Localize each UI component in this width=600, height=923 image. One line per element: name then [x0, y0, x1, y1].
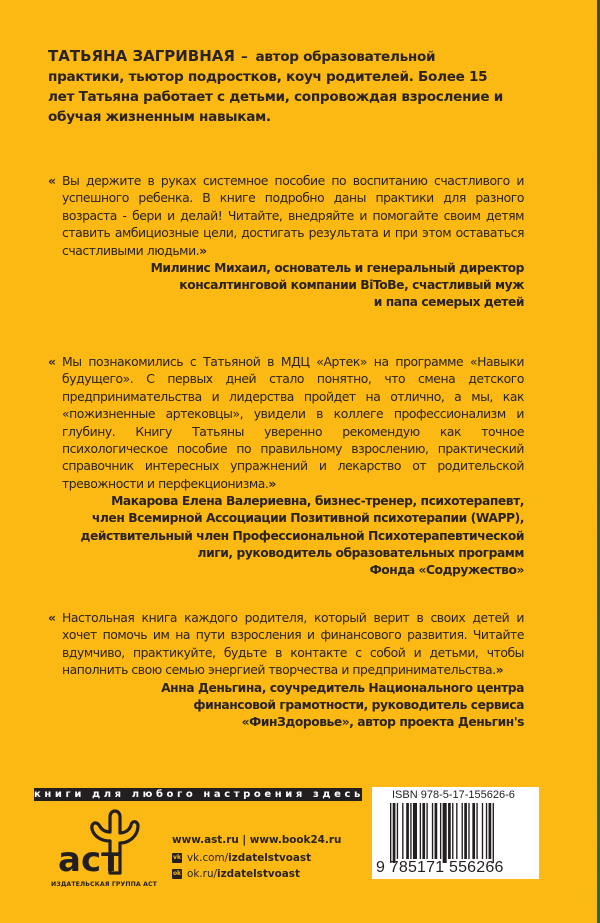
barcode-bar	[472, 803, 475, 859]
publisher-logo	[44, 807, 164, 897]
social-link-vk[interactable]	[172, 850, 341, 866]
author-name: ТАТЬЯНА ЗАГРИВНАЯ	[48, 47, 235, 65]
testimonial-attribution	[48, 493, 524, 579]
barcode-digits: 9 785171 556266	[376, 859, 504, 876]
barcode-bar	[406, 803, 409, 859]
barcode-bar	[486, 803, 487, 859]
testimonial-3	[48, 609, 524, 731]
link-handle: izdatelstvoast	[228, 852, 312, 864]
barcode-bar	[426, 803, 427, 859]
attribution-line: консалтинговой компании BiToBe, счастливый муж	[179, 278, 524, 293]
quote-body: Мы познакомились с Татьяной в МДЦ «Артек» на программе «Навыки будущего». С первых дней стало понятно, что смена детского предпринимательства и лидерства пройдет на отлично, а мы, как «пожизненные артековцы», увидели в коллеге профессионализм и глубину. Книгу Татьяны уверенно рекомендую как точное психологическое пособие по правильному взрослению, практический справочник интересных упражнений и лекарство от родительской тревожности и перфекционизма.	[62, 354, 524, 491]
barcode-bar	[493, 803, 494, 863]
attribution-line: и папа семерых детей	[373, 295, 524, 310]
attribution-line: член Всемирной Ассоциации Позитивной психотерапии (WAPP),	[91, 511, 524, 526]
barcode-bar	[397, 803, 398, 859]
barcode-bar	[390, 803, 391, 863]
attribution-line: действительный член Профессиональной Психотерапевтической	[80, 528, 524, 543]
close-quote: »	[268, 475, 276, 491]
publisher-name: ИЗДАТЕЛЬСКАЯ ГРУППА АСТ	[51, 881, 157, 888]
barcode-bar	[448, 803, 451, 859]
barcode-bar	[489, 803, 492, 859]
attribution-line: лиги, руководитель образовательных программ	[197, 545, 524, 560]
slogan-banner: книги для любого настроения здесь	[34, 789, 364, 800]
testimonial-attribution	[48, 680, 524, 732]
barcode-bar	[468, 803, 469, 859]
social-link-ok[interactable]	[172, 866, 341, 882]
publisher-links	[172, 834, 341, 882]
barcode-bar	[413, 803, 417, 859]
testimonial-attribution	[48, 260, 524, 312]
author-intro	[48, 46, 508, 127]
barcode-bar	[402, 803, 403, 859]
barcode-bar	[432, 803, 433, 859]
isbn-label: ISBN 978-5-17-155626-6	[392, 789, 515, 801]
vk-icon: vk	[173, 854, 181, 861]
barcode-bar	[462, 803, 463, 859]
close-quote: »	[199, 242, 207, 258]
barcode-bar	[476, 803, 477, 859]
quote-body: Настольная книга каждого родителя, который верит в своих детей и хочет помочь им на пути взросления и финансового развития. Читайте вдумчиво, практикуйте, будьте в контакте с собой и детьми, чтобы наполнить свою семью энергией творчества и предпринимательства.	[62, 610, 524, 678]
open-quote: «	[48, 354, 56, 369]
barcode-bar	[443, 803, 447, 863]
attribution-line: Фонда «Содружество»	[369, 563, 524, 578]
barcode-bar	[482, 803, 483, 859]
barcode-bar	[456, 803, 457, 859]
barcode-bar	[464, 803, 467, 859]
ok-icon: ok	[172, 870, 182, 877]
barcode-bar	[422, 803, 425, 859]
barcode-bar	[393, 803, 396, 863]
intro-dash: –	[240, 49, 248, 65]
attribution-line: Макарова Елена Валериевна, бизнес-тренер, психотерапевт,	[111, 494, 524, 509]
barcode-bar	[435, 803, 438, 859]
open-quote: «	[48, 610, 56, 625]
open-quote: «	[48, 173, 56, 188]
attribution-line: Милинис Михаил, основатель и генеральный директор	[150, 261, 524, 276]
barcode-bar	[410, 803, 411, 859]
barcode-bar	[452, 803, 453, 859]
quote-body: Вы держите в руках системное пособие по воспитанию счастливого и успешного ребенка. В книге подробно даны практики для разного возраста - бери и делай! Читайте, внедряйте и помогайте своим детям ставить амбициозные цели, достигать результата и при этом оставаться счастливыми людьми.	[62, 173, 524, 258]
testimonial-2	[48, 353, 524, 579]
link-prefix: vk.com/	[187, 852, 229, 864]
link-handle: izdatelstvoast	[217, 868, 300, 880]
website-links[interactable]: www.ast.ru | www.book24.ru	[172, 834, 342, 846]
testimonial-text	[48, 353, 524, 492]
barcode-bar	[440, 803, 441, 859]
testimonial-1	[48, 172, 524, 312]
attribution-line: финансовой грамотности, руководитель сервиса	[193, 697, 524, 712]
testimonial-text	[48, 609, 524, 679]
attribution-line: Анна Деньгина, соучредитель Национального центра	[161, 680, 524, 695]
attribution-line: «ФинЗдоровье», автор проекта Деньгин's	[241, 715, 524, 730]
link-prefix: ok.ru/	[187, 868, 218, 880]
ast-cactus-logo-icon	[58, 807, 150, 879]
testimonial-text	[48, 172, 524, 259]
barcode-bar	[420, 803, 421, 859]
author-bio: автор образовательной практики, тьютор подростков, коуч родителей. Более 15 лет Татьяна работает с детьми, сопровождая взросление и обучая жизненным навыкам.	[48, 49, 503, 125]
logo-text: аст	[58, 840, 121, 879]
barcode-icon	[390, 803, 548, 863]
close-quote: »	[495, 662, 504, 678]
isbn-barcode	[372, 787, 539, 879]
